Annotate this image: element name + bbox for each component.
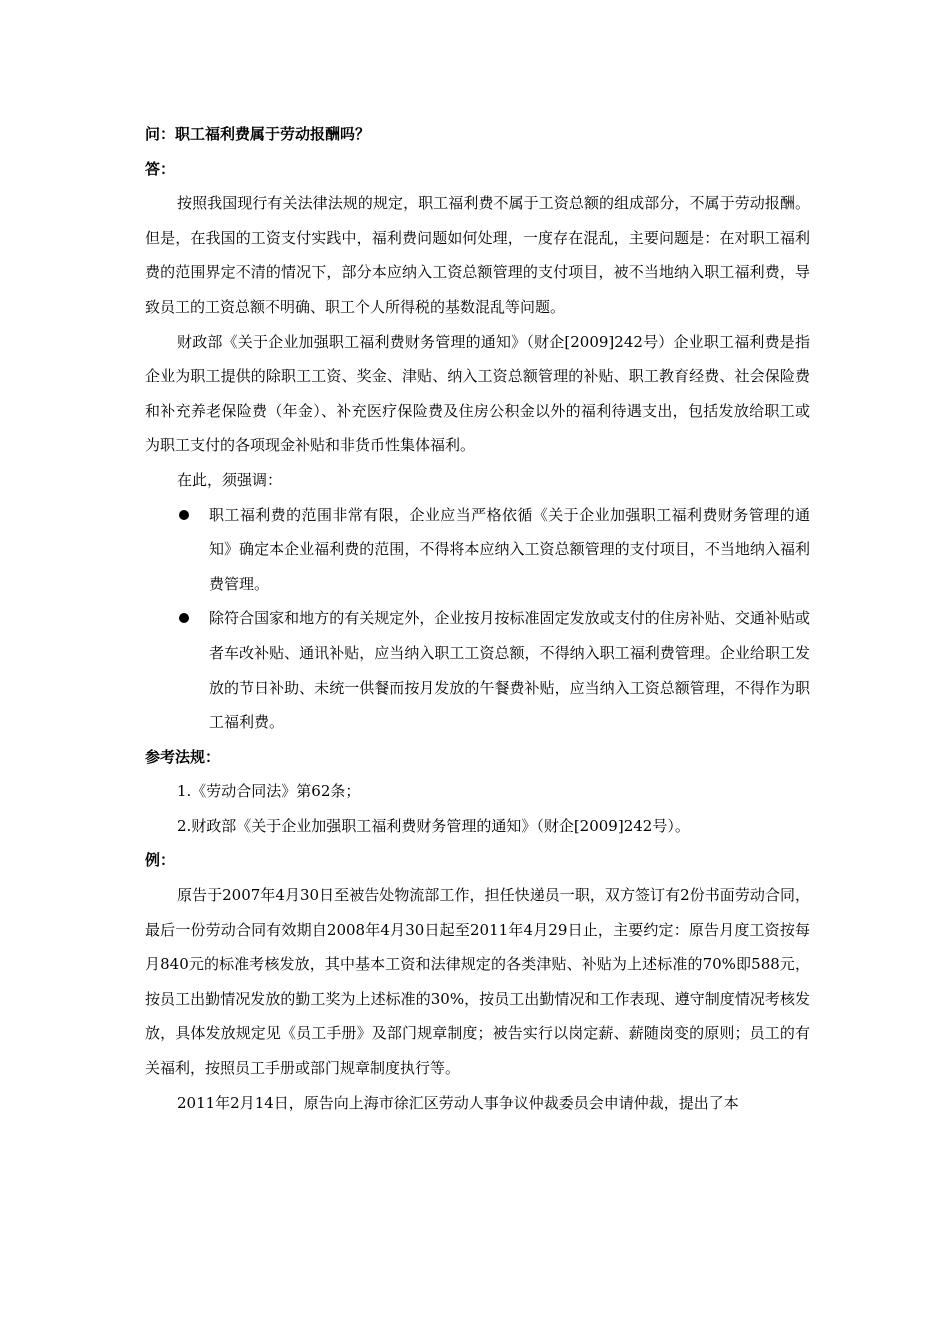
- bullet-icon: [179, 510, 189, 520]
- reference-item: 1.《劳动合同法》第62条；: [177, 782, 361, 801]
- references-list: [145, 774, 810, 843]
- list-item: [145, 601, 810, 739]
- document-page: [145, 117, 810, 1120]
- example-paragraph: 原告于2007年4月30日至被告处物流部工作，担任快递员一职，双方签订有2份书面劳动合同，最后一份劳动合同有效期自2008年4月30日起至2011年4月29日止，主要约定：原告月度工资按每月840元的标准考核发放，其中基本工资和法律规定的各类津贴、补贴为上述标准的70%即588元，按员工出勤情况发放的勤工奖为上述标准的30%，按员工出勤情况和工作表现、遵守制度情况考核发放，具体发放规定见《员工手册》及部门规章制度；被告实行以岗定薪、薪随岗变的原则；员工的有关福利，按照员工手册或部门规章制度执行等。: [145, 886, 810, 1078]
- references-label: 参考法规：: [145, 747, 221, 766]
- list-item-text: 除符合国家和地方的有关规定外，企业按月按标准固定发放或支付的住房补贴、交通补贴或者车改补贴、通讯补贴，应当纳入职工工资总额，不得纳入职工福利费管理。企业给职工发放的节日补助、未统一供餐而按月发放的午餐费补贴，应当纳入工资总额管理，不得作为职工福利费。: [209, 609, 810, 732]
- bullet-icon: [179, 613, 189, 623]
- list-item-text: 职工福利费的范围非常有限，企业应当严格依循《关于企业加强职工福利费财务管理的通知》确定本企业福利费的范围，不得将本应纳入工资总额管理的支付项目，不当地纳入福利费管理。: [209, 505, 810, 593]
- emphasis-list: [145, 498, 810, 740]
- example-label: 例：: [145, 851, 176, 870]
- example-paragraph: 2011年2月14日，原告向上海市徐汇区劳动人事争议仲裁委员会申请仲裁，提出了本: [177, 1093, 739, 1112]
- answer-paragraph: 财政部《关于企业加强职工福利费财务管理的通知》（财企[2009]242号）企业职工福利费是指企业为职工提供的除职工工资、奖金、津贴、纳入工资总额管理的补贴、职工教育经费、社会保险费和补充养老保险费（年金）、补充医疗保险费及住房公积金以外的福利待遇支出，包括发放给职工或为职工支付的各项现金补贴和非货币性集体福利。: [145, 332, 810, 455]
- reference-item: 2.财政部《关于企业加强职工福利费财务管理的通知》（财企[2009]242号）。: [177, 816, 690, 835]
- answer-paragraph: 按照我国现行有关法律法规的规定，职工福利费不属于工资总额的组成部分，不属于劳动报酬。但是，在我国的工资支付实践中，福利费问题如何处理，一度存在混乱，主要问题是：在对职工福利费的范围界定不清的情况下，部分本应纳入工资总额管理的支付项目，被不当地纳入职工福利费，导致员工的工资总额不明确、职工个人所得税的基数混乱等问题。: [145, 194, 810, 316]
- answer-label: 答：: [145, 159, 176, 178]
- answer-paragraph: 在此，须强调：: [177, 470, 283, 489]
- list-item: [145, 498, 810, 602]
- question-heading: 问：职工福利费属于劳动报酬吗？: [145, 125, 371, 143]
